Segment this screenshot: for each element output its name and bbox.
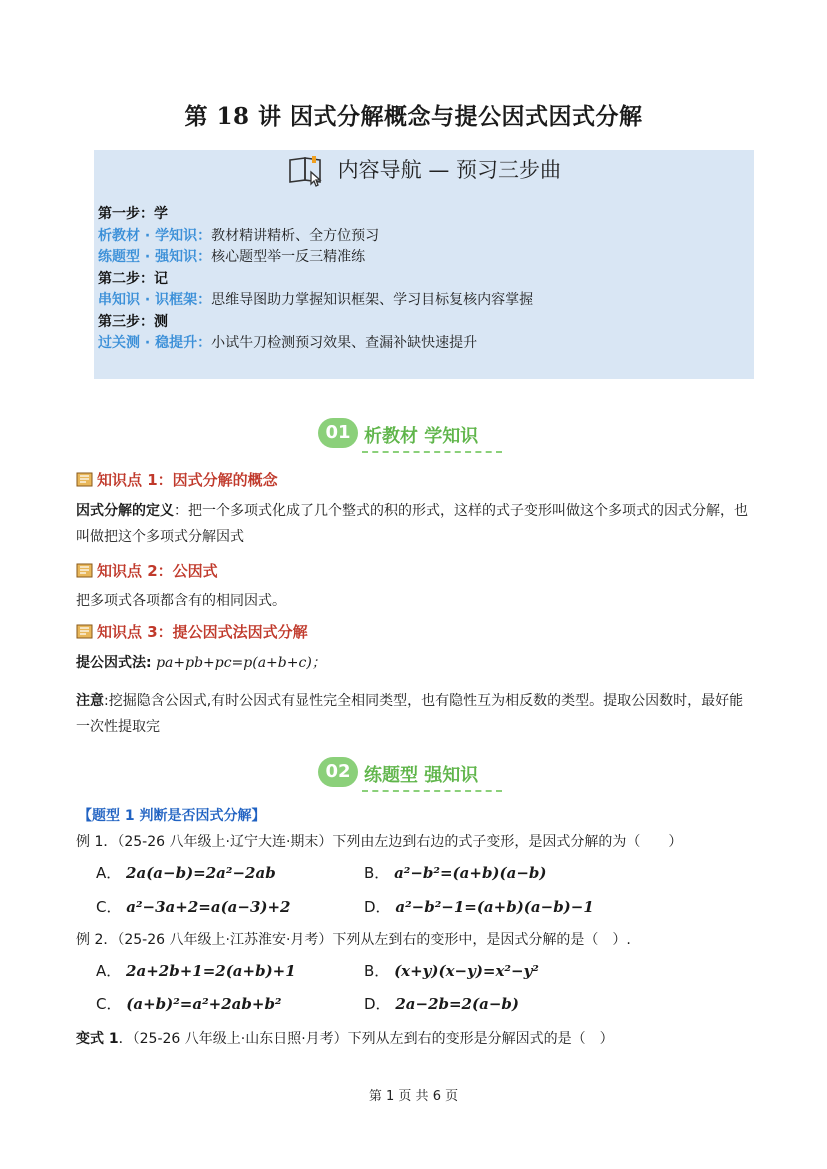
kp3-title: 知识点 3：提公因式法因式分解 xyxy=(97,623,308,641)
kp2-text: 把多项式各项都含有的相同因式。 xyxy=(76,593,286,609)
nav-line-2-label: 练题型 · 强知识： xyxy=(98,249,212,265)
section-header-02 xyxy=(318,755,518,795)
variant-label: 变式 1 xyxy=(76,1031,119,1047)
notebook-icon xyxy=(76,563,93,578)
nav-line-1-text: 教材精讲精析、全方位预习 xyxy=(211,228,380,244)
ex2-option-a: A． 2a+2b+1=2(a+b)+1 xyxy=(96,962,296,980)
nav-heading-text: 内容导航 — 预习三步曲 xyxy=(337,158,562,182)
nav-line-3 xyxy=(98,290,533,310)
example-1-stem: 例 1．（25-26 八年级上·辽宁大连·期末）下列由左边到右边的式子变形，是因式分解的为（ ） xyxy=(76,834,683,850)
section-underline xyxy=(362,451,502,453)
method-formula: pa+pb+pc=p(a+b+c)； xyxy=(156,655,326,671)
section-label: 练题型 强知识 xyxy=(364,765,479,786)
ex2-option-b: B． (x+y)(x−y)=x²−y² xyxy=(364,962,539,980)
section-number: 02 xyxy=(318,757,358,787)
ex1-option-d: D． a²−b²−1=(a+b)(a−b)−1 xyxy=(364,898,594,916)
note-paragraph xyxy=(76,688,756,740)
page-footer: 第 1 页 共 6 页 xyxy=(368,1089,459,1104)
notebook-icon xyxy=(76,624,93,639)
note-text: :挖掘隐含公因式,有时公因式有显性完全相同类型，也有隐性互为相反数的类型。提取公因数时，最好能一次性提取完 xyxy=(76,693,744,735)
section-underline xyxy=(362,790,502,792)
definition-paragraph xyxy=(76,498,756,550)
knowledge-point-2 xyxy=(76,560,218,581)
definition-text: ：把一个多项式化成了几个整式的积的形式，这样的式子变形叫做这个多项式的因式分解，也叫做把这个多项式分解因式 xyxy=(76,503,748,545)
notebook-icon xyxy=(76,472,93,487)
kp2-title: 知识点 2：公因式 xyxy=(97,562,218,580)
ex2-option-d: D． 2a−2b=2(a−b) xyxy=(364,995,519,1013)
nav-line-2-text: 核心题型举一反三精准练 xyxy=(211,249,366,265)
nav-line-4-text: 小试牛刀检测预习效果、查漏补缺快速提升 xyxy=(211,335,478,351)
nav-line-4 xyxy=(98,333,477,353)
nav-line-1-label: 析教材 · 学知识： xyxy=(98,228,212,244)
nav-line-3-text: 思维导图助力掌握知识框架、学习目标复核内容掌握 xyxy=(211,292,534,308)
method-label: 提公因式法 xyxy=(76,655,146,671)
ex1-option-b: B． a²−b²=(a+b)(a−b) xyxy=(364,864,547,882)
ex2-option-c: C． (a+b)²=a²+2ab+b² xyxy=(96,995,282,1013)
section-header-01 xyxy=(318,416,518,456)
knowledge-point-1 xyxy=(76,469,278,490)
note-label: 注意 xyxy=(76,693,104,709)
section-number: 01 xyxy=(318,418,358,448)
nav-heading xyxy=(94,154,754,188)
question-type-1: 【题型 1 判断是否因式分解】 xyxy=(78,808,266,824)
nav-line-3-label: 串知识 · 识框架： xyxy=(98,292,212,308)
variant-text: ．（25-26 八年级上·山东日照·月考）下列从左到右的变形是分解因式的是（ ） xyxy=(118,1031,614,1047)
variant-1-stem xyxy=(76,1028,614,1048)
method-line: 提公因式法: pa+pb+pc=p(a+b+c)； xyxy=(76,655,326,671)
kp1-title: 知识点 1：因式分解的概念 xyxy=(97,471,278,489)
nav-line-1 xyxy=(98,226,379,246)
book-pointer-icon xyxy=(287,154,327,188)
step-1: 第一步：学 xyxy=(98,206,168,222)
content-navigation-box xyxy=(94,150,754,379)
section-label: 析教材 学知识 xyxy=(364,426,479,447)
example-2-stem: 例 2．（25-26 八年级上·江苏淮安·月考）下列从左到右的变形中，是因式分解的是（ ）. xyxy=(76,932,631,948)
knowledge-point-3 xyxy=(76,621,308,642)
nav-line-2 xyxy=(98,247,365,267)
page-title: 第 18 讲 因式分解概念与提公因式因式分解 xyxy=(184,103,643,130)
ex1-option-c: C． a²−3a+2=a(a−3)+2 xyxy=(96,898,291,916)
step-3: 第三步：测 xyxy=(98,314,168,330)
ex1-option-a: A． 2a(a−b)=2a²−2ab xyxy=(96,864,276,882)
nav-line-4-label: 过关测 · 稳提升： xyxy=(98,335,212,351)
step-2: 第二步：记 xyxy=(98,271,168,287)
definition-label: 因式分解的定义 xyxy=(76,503,174,519)
